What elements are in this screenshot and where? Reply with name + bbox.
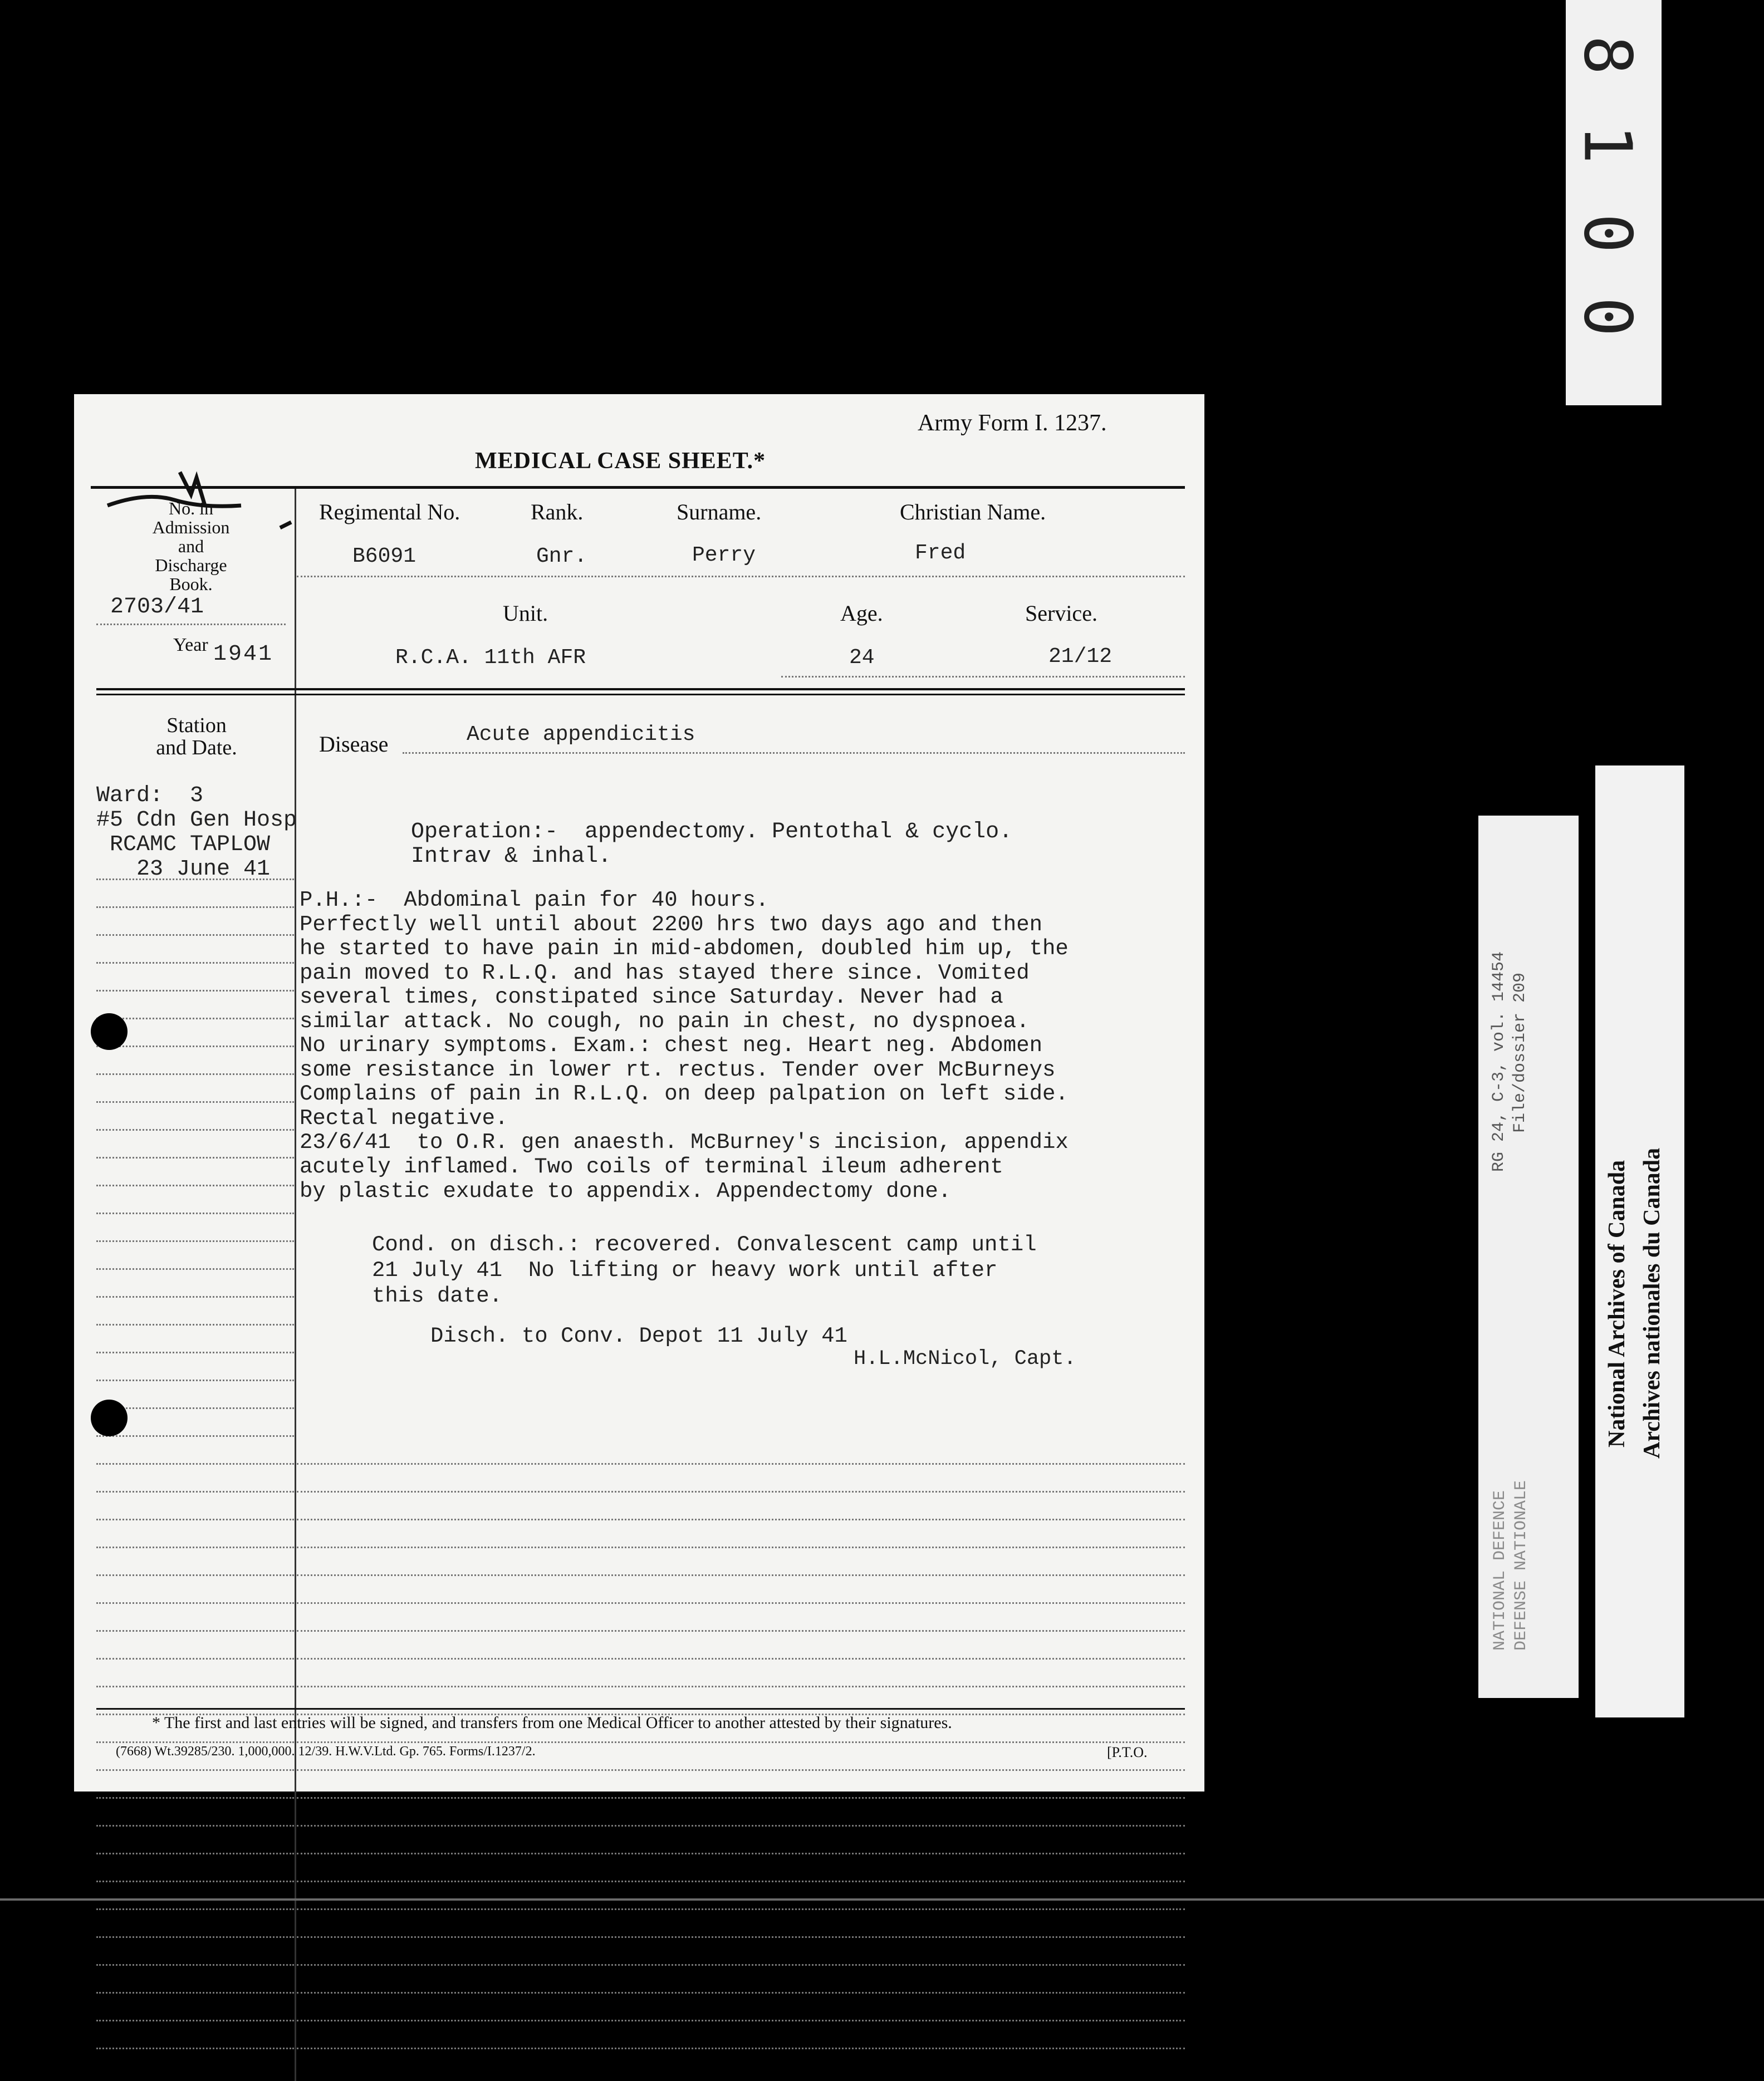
year-label: Year — [173, 635, 208, 655]
dotted-line — [96, 2048, 294, 2049]
dotted-line — [96, 1602, 294, 1604]
dotted-line — [781, 676, 1185, 678]
scan-edge-line — [0, 1898, 1764, 1901]
dotted-line — [96, 1324, 294, 1326]
dotted-line — [96, 1574, 294, 1576]
column-divider — [295, 489, 296, 2081]
dotted-line — [96, 1825, 294, 1827]
dotted-line — [96, 1741, 294, 1743]
dotted-line — [96, 1936, 294, 1938]
frame-digit: 0 — [1569, 213, 1647, 253]
disease-label: Disease — [319, 732, 389, 757]
dotted-line — [96, 1435, 294, 1437]
discharge-note: Disch. to Conv. Depot 11 July 41 — [430, 1324, 847, 1348]
admission-number: 2703/41 — [110, 595, 204, 620]
rank-label: Rank. — [531, 499, 584, 524]
punch-hole — [91, 1400, 128, 1436]
dotted-line — [403, 752, 1185, 754]
station-label: Station and Date. — [156, 714, 237, 759]
archive-file: File/dossier 209 — [1511, 972, 1530, 1133]
service-value: 21/12 — [1048, 645, 1113, 669]
dotted-line — [297, 1547, 1185, 1548]
surname-label: Surname. — [677, 499, 762, 524]
top-rule — [91, 486, 1185, 489]
please-turn-over: [P.T.O. — [1107, 1744, 1148, 1760]
dotted-line — [96, 1352, 294, 1353]
dotted-line — [96, 1797, 294, 1799]
frame-counter-strip — [1566, 0, 1662, 405]
print-imprint: (7668) Wt.39285/230. 1,000,000. 12/39. H.W.V.Ltd. Gp. 765. Forms/I.1237/2. — [116, 1744, 536, 1759]
dotted-line — [96, 1407, 294, 1409]
unit-label: Unit. — [503, 601, 548, 626]
dotted-line — [297, 2048, 1185, 2049]
dotted-line — [96, 1491, 294, 1493]
dotted-line — [297, 1491, 1185, 1493]
form-title: MEDICAL CASE SHEET.* — [475, 448, 766, 474]
dotted-line — [96, 1240, 294, 1242]
dotted-line — [297, 1463, 1185, 1465]
dotted-line — [96, 1992, 294, 1994]
dotted-line — [297, 1908, 1185, 1910]
dotted-line — [297, 1741, 1185, 1743]
dotted-line — [96, 1519, 294, 1520]
dotted-line — [96, 1073, 294, 1075]
regimental-no-label: Regimental No. — [319, 499, 460, 524]
operation-note: Operation:- appendectomy. Pentothal & cyclo. Intrav & inhal. — [411, 819, 1013, 869]
dotted-line — [297, 1797, 1185, 1799]
dotted-line — [297, 1519, 1185, 1520]
signature: H.L.McNicol, Capt. — [854, 1347, 1076, 1371]
dotted-line — [96, 1630, 294, 1632]
dotted-line — [96, 1046, 294, 1047]
dotted-line — [96, 1658, 294, 1660]
defence-stamp: DEFENSE NATIONALE — [1512, 1480, 1531, 1651]
dotted-line — [96, 878, 294, 880]
patient-history: P.H.:- Abdominal pain for 40 hours. Perfectly well until about 2200 hrs two days ago and then he started to have pain in mid-abdomen, doubled him up, the pain moved to R.L.Q. and has stayed there since. Vomited several times, constipated since Saturday. Never had a similar attack. No cough, no pain in chest, no dyspnoea. No urinary symptoms. Exam.: chest neg. Heart neg. Abdomen some resistance in lower rt. rectus. Tender over McBurneys Complains of pain in R.L.Q. on deep palpation on left side. Rectal negative. — [300, 888, 1069, 1131]
dotted-line — [96, 1380, 294, 1381]
dotted-line — [297, 1853, 1185, 1854]
dotted-line — [96, 1185, 294, 1186]
dotted-line — [96, 1853, 294, 1854]
dotted-line — [96, 1881, 294, 1882]
archive-name-fr: Archives nationales du Canada — [1639, 1147, 1665, 1459]
dotted-line — [96, 1129, 294, 1131]
dotted-line — [96, 1018, 294, 1019]
christian-name-value: Fred — [915, 541, 966, 565]
regimental-no-value: B6091 — [352, 544, 416, 568]
christian-name-label: Christian Name. — [900, 499, 1046, 524]
unit-value: R.C.A. 11th AFR — [395, 646, 586, 670]
dotted-line — [96, 2020, 294, 2021]
dotted-line — [297, 1602, 1185, 1604]
discharge-condition: Cond. on disch.: recovered. Convalescent camp until 21 July 41 No lifting or heavy work until after this date. — [372, 1233, 1037, 1308]
dotted-line — [297, 1964, 1185, 1966]
dotted-line — [96, 1213, 294, 1214]
frame-digit: 8 — [1569, 35, 1647, 75]
dotted-line — [96, 1908, 294, 1910]
dotted-line — [96, 1769, 294, 1771]
frame-digit: 1 — [1569, 124, 1647, 164]
dotted-line — [297, 1658, 1185, 1660]
disease-value: Acute appendicitis — [467, 723, 695, 747]
station-entry: Ward: 3 #5 Cdn Gen Hosp RCAMC TAPLOW 23 June 41 — [96, 783, 297, 882]
service-label: Service. — [1025, 601, 1097, 626]
frame-digit: 0 — [1569, 297, 1647, 337]
age-value: 24 — [849, 646, 875, 670]
year-value: 1941 — [213, 642, 274, 667]
dotted-line — [96, 1268, 294, 1270]
dotted-line — [297, 576, 1185, 577]
header-rule — [96, 688, 1185, 690]
dotted-line — [297, 1769, 1185, 1771]
dotted-line — [96, 990, 294, 992]
dotted-line — [297, 1881, 1185, 1882]
age-label: Age. — [840, 601, 883, 626]
dotted-line — [96, 1157, 294, 1159]
dotted-line — [96, 934, 294, 936]
form-number: Army Form I. 1237. — [918, 410, 1107, 436]
defence-stamp: NATIONAL DEFENCE — [1491, 1490, 1510, 1651]
dotted-line — [96, 1547, 294, 1548]
admission-label: No. in Admission and Discharge Book. — [152, 498, 230, 594]
dotted-line — [96, 1686, 294, 1687]
dotted-line — [96, 962, 294, 964]
footer-rule — [96, 1708, 1185, 1710]
dotted-line — [297, 1936, 1185, 1938]
dotted-line — [96, 906, 294, 908]
archive-reference: RG 24, C-3, vol. 14454 — [1489, 951, 1508, 1172]
dotted-line — [96, 1296, 294, 1298]
dotted-line — [297, 1630, 1185, 1632]
surname-value: Perry — [692, 543, 756, 567]
archive-name-en: National Archives of Canada — [1604, 1160, 1630, 1447]
dotted-line — [297, 1825, 1185, 1827]
dotted-line — [297, 1574, 1185, 1576]
dotted-line — [297, 1992, 1185, 1994]
medical-case-sheet — [74, 394, 1204, 1792]
rank-value: Gnr. — [536, 544, 587, 568]
dotted-line — [297, 2020, 1185, 2021]
archive-reference-card — [1478, 816, 1579, 1698]
punch-hole — [91, 1013, 128, 1050]
footnote: * The first and last entries will be signed, and transfers from one Medical Officer to another attested by their signatures. — [152, 1714, 952, 1732]
header-rule — [96, 694, 1185, 695]
surgery-note: 23/6/41 to O.R. gen anaesth. McBurney's incision, appendix acutely inflamed. Two coils of terminal ileum adherent by plastic exudate to appendix. Appendectomy done. — [300, 1130, 1069, 1204]
archive-name-card — [1595, 765, 1684, 1717]
dotted-line — [96, 624, 286, 625]
dotted-line — [96, 1463, 294, 1465]
dotted-line — [96, 1964, 294, 1966]
dotted-line — [297, 1686, 1185, 1687]
dotted-line — [96, 1101, 294, 1103]
